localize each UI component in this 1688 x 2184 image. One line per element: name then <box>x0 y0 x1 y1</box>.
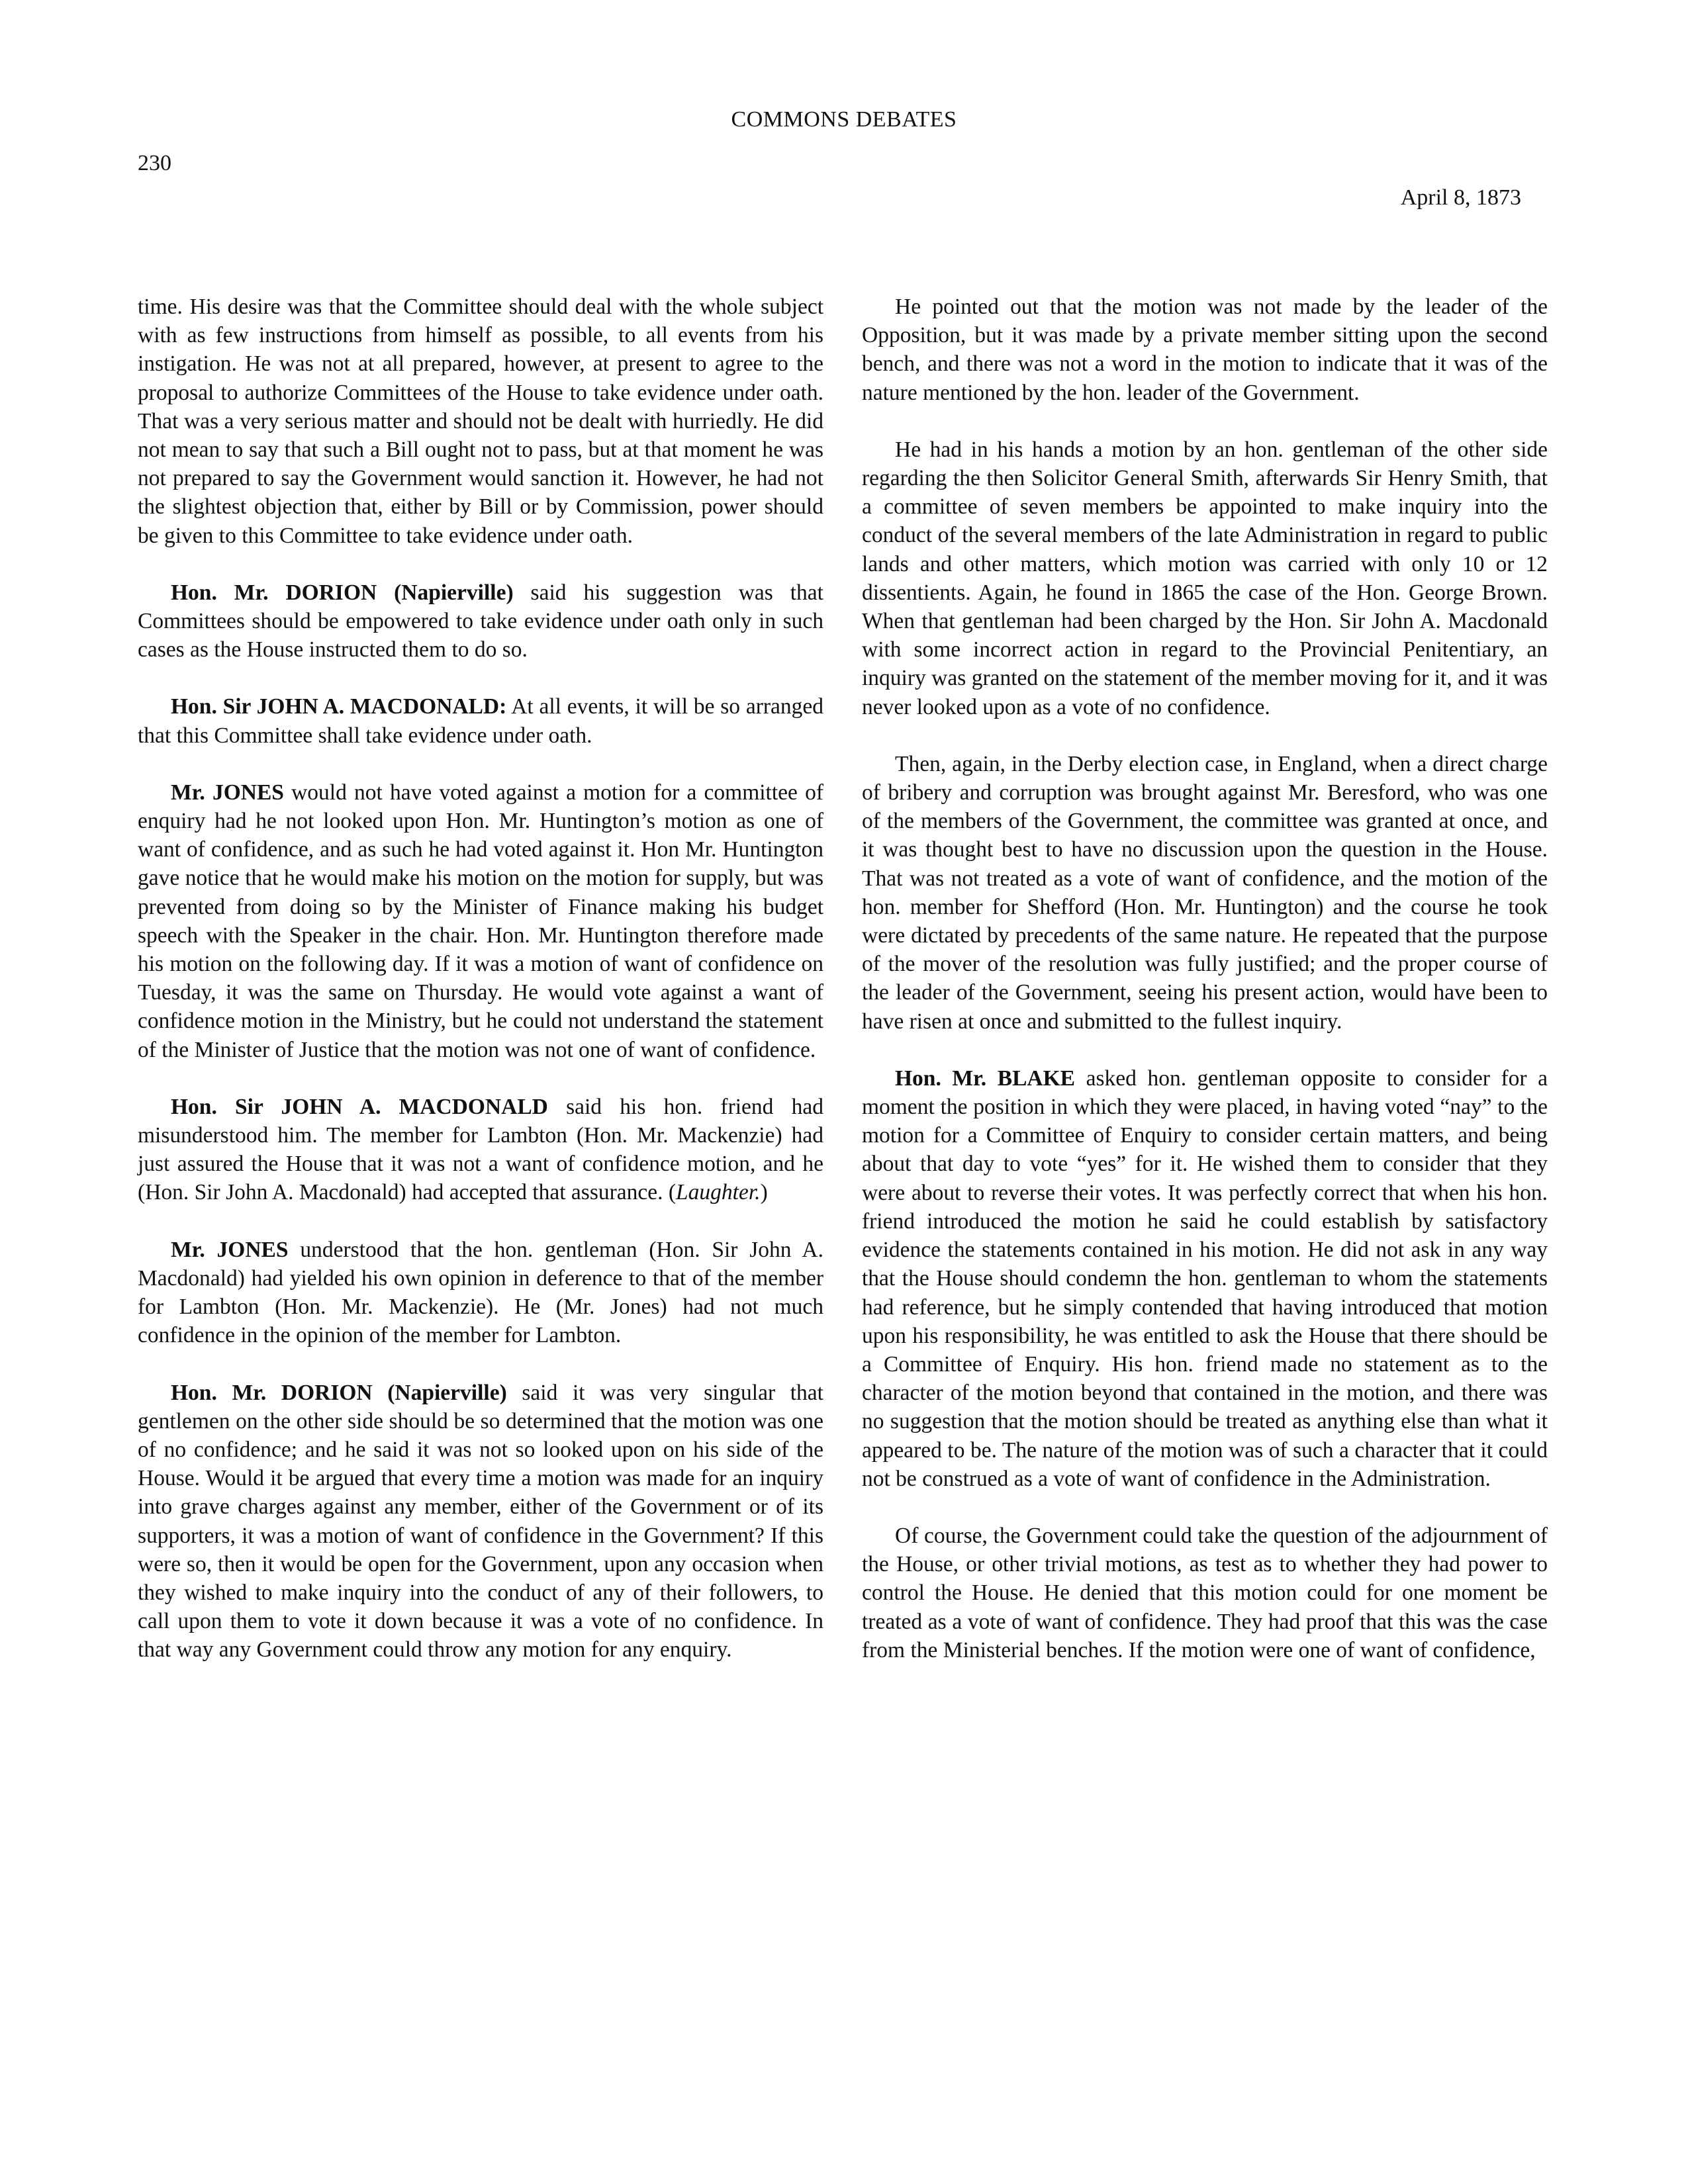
page-date: April 8, 1873 <box>1400 185 1521 210</box>
paragraph-text: said his hon. friend had misunderstood him. The member for Lambton (Hon. Mr. Mackenzie) had just assured the House that it was not a want of confidence motion, and he (Hon. Sir John A. Macdonald) had accepted that assurance. ( <box>138 1094 824 1205</box>
paragraph <box>862 750 1548 1036</box>
paragraph-text: said it was very singular that gentlemen on the other side should be so determined that the motion was one of no confidence; and he said it was not so looked upon on his side of the House. Would it be argued that every time a motion was made for an inquiry into grave charges against any member, either of the Government or of its supporters, it was a motion of want of confidence in the Government? If this were so, then it would be open for the Government, upon any occasion when they wished to make inquiry into the conduct of any of their followers, to call upon them to vote it down because it was a vote of no confidence. In that way any Government could throw any motion for any enquiry. <box>138 1380 823 1662</box>
speaker-name: Hon. Mr. DORION (Napierville) <box>171 580 514 605</box>
paragraph-text: Then, again, in the Derby election case, in England, when a direct charge of bribery and corruption was brought against Mr. Beresford, who was one of the members of the Government, the committee was granted at once, and it was thought best to have no discussion upon the question in the House. That was not treated as a vote of want of confidence, and the motion of the hon. member for Shefford (Hon. Mr. Huntington) and the course he took were dictated by precedents of the same nature. He repeated that the purpose of the mover of the resolution was fully justified; and the proper course of the leader of the Government, seeing his present action, would have been to have risen at once and submitted to the fullest inquiry. <box>862 751 1548 1034</box>
paragraph-text: asked hon. gentleman opposite to consider for a moment the position in which they were placed, in having voted “nay” to the motion for a Committee of Enquiry to consider certain matters, and being about that day to vote “yes” for it. He wished them to consider that they were about to reverse their votes. It was perfectly correct that when his hon. friend introduced the motion he said he could establish by satisfactory evidence the statements contained in his motion. He did not ask in any way that the House should condemn the hon. gentleman to whom the statements had reference, but he simply contended that having introduced that motion upon his responsibility, he was entitled to ask the House that there should be a Committee of Enquiry. His hon. friend made no statement as to the character of the motion beyond that contained in the motion, and there was no suggestion that the motion should be treated as anything else than what it appeared to be. The nature of the motion was of such a character that it could not be construed as a vote of want of confidence in the Administration. <box>862 1066 1548 1491</box>
speaker-name: Hon. Mr. BLAKE <box>895 1066 1076 1091</box>
paragraph-text: would not have voted against a motion for a committee of enquiry had he not looked upon Hon. Mr. Huntington’s motion as one of want of confidence, and as such he had voted against it. Hon Mr. Huntington gave notice that he would make his motion on the motion for supply, but was prevented from doing so by the Minister of Finance making his budget speech with the Speaker in the chair. Hon. Mr. Huntington therefore made his motion on the following day. If it was a motion of want of confidence on Tuesday, it was the same on Thursday. He would vote against a want of confidence motion in the Ministry, but he could not understand the statement of the Minister of Justice that the motion was not one of want of confidence. <box>138 780 823 1062</box>
paragraph-text: said his suggestion was that Committees should be empowered to take evidence under oath only in such cases as the House instructed them to do so. <box>138 580 823 662</box>
speaker-name: Hon. Mr. DORION (Napierville) <box>171 1380 507 1405</box>
running-header: COMMONS DEBATES <box>731 107 957 132</box>
paragraph <box>862 1064 1548 1493</box>
paragraph <box>862 293 1548 407</box>
paragraph <box>138 578 823 664</box>
left-column <box>138 293 823 1664</box>
paragraph-text: He had in his hands a motion by an hon. gentleman of the other side regarding the then Solicitor General Smith, afterwards Sir Henry Smith, that a committee of seven members be appointed to make inquiry into the conduct of the several members of the late Administration in regard to public lands and other matters, which motion was carried with only 10 or 12 dissentients. Again, he found in 1865 the case of the Hon. George Brown. When that gentleman had been charged by the Hon. Sir John A. Macdonald with some incorrect action in regard to the Provincial Penitentiary, an inquiry was granted on the statement of the member moving for it, and it was never looked upon as a vote of no confidence. <box>862 437 1548 719</box>
paragraph <box>138 1379 823 1664</box>
paragraph <box>138 1236 823 1350</box>
paragraph <box>138 692 823 749</box>
paragraph <box>138 778 823 1064</box>
stage-direction: Laughter. <box>676 1180 761 1205</box>
paragraph-text: He pointed out that the motion was not made by the leader of the Opposition, but it was made by a private member sitting upon the second bench, and there was not a word in the motion to indicate that it was of the nature mentioned by the hon. leader of the Government. <box>862 295 1548 405</box>
paragraph-text: Of course, the Government could take the question of the adjournment of the House, or other trivial motions, as test as to whether they had power to control the House. He denied that this motion could for one moment be treated as a vote of want of confidence. They had proof that this was the case from the Ministerial benches. If the motion were one of want of confidence, <box>862 1523 1548 1662</box>
paragraph <box>138 1093 823 1207</box>
paragraph <box>862 1522 1548 1664</box>
paragraph-text: time. His desire was that the Committee should deal with the whole subject with as few instructions from himself as possible, to all events from his instigation. He was not at all prepared, however, at present to agree to the proposal to authorize Committees of the House to take evidence under oath. That was a very serious matter and should not be dealt with hurriedly. He did not mean to say that such a Bill ought not to pass, but at that moment he was not prepared to say the Government would sanction it. However, he had not the slightest objection that, either by Bill or by Commission, power should be given to this Committee to take evidence under oath. <box>138 295 823 548</box>
page-number: 230 <box>138 151 171 175</box>
paragraph-text-end: ) <box>760 1180 768 1205</box>
right-column <box>862 293 1548 1664</box>
speaker-name: Mr. JONES <box>171 780 284 805</box>
paragraph-text: At all events, it will be so arranged that this Committee shall take evidence under oath. <box>138 694 823 748</box>
paragraph <box>138 293 823 550</box>
paragraph <box>862 435 1548 721</box>
paragraph-text: understood that the hon. gentleman (Hon. Sir John A. Macdonald) had yielded his own opinion in deference to that of the member for Lambton (Hon. Mr. Mackenzie). He (Mr. Jones) had not much confidence in the opinion of the member for Lambton. <box>138 1237 824 1348</box>
speaker-name: Hon. Sir JOHN A. MACDONALD: <box>171 694 507 719</box>
speaker-name: Hon. Sir JOHN A. MACDONALD <box>171 1094 548 1119</box>
speaker-name: Mr. JONES <box>171 1237 289 1262</box>
